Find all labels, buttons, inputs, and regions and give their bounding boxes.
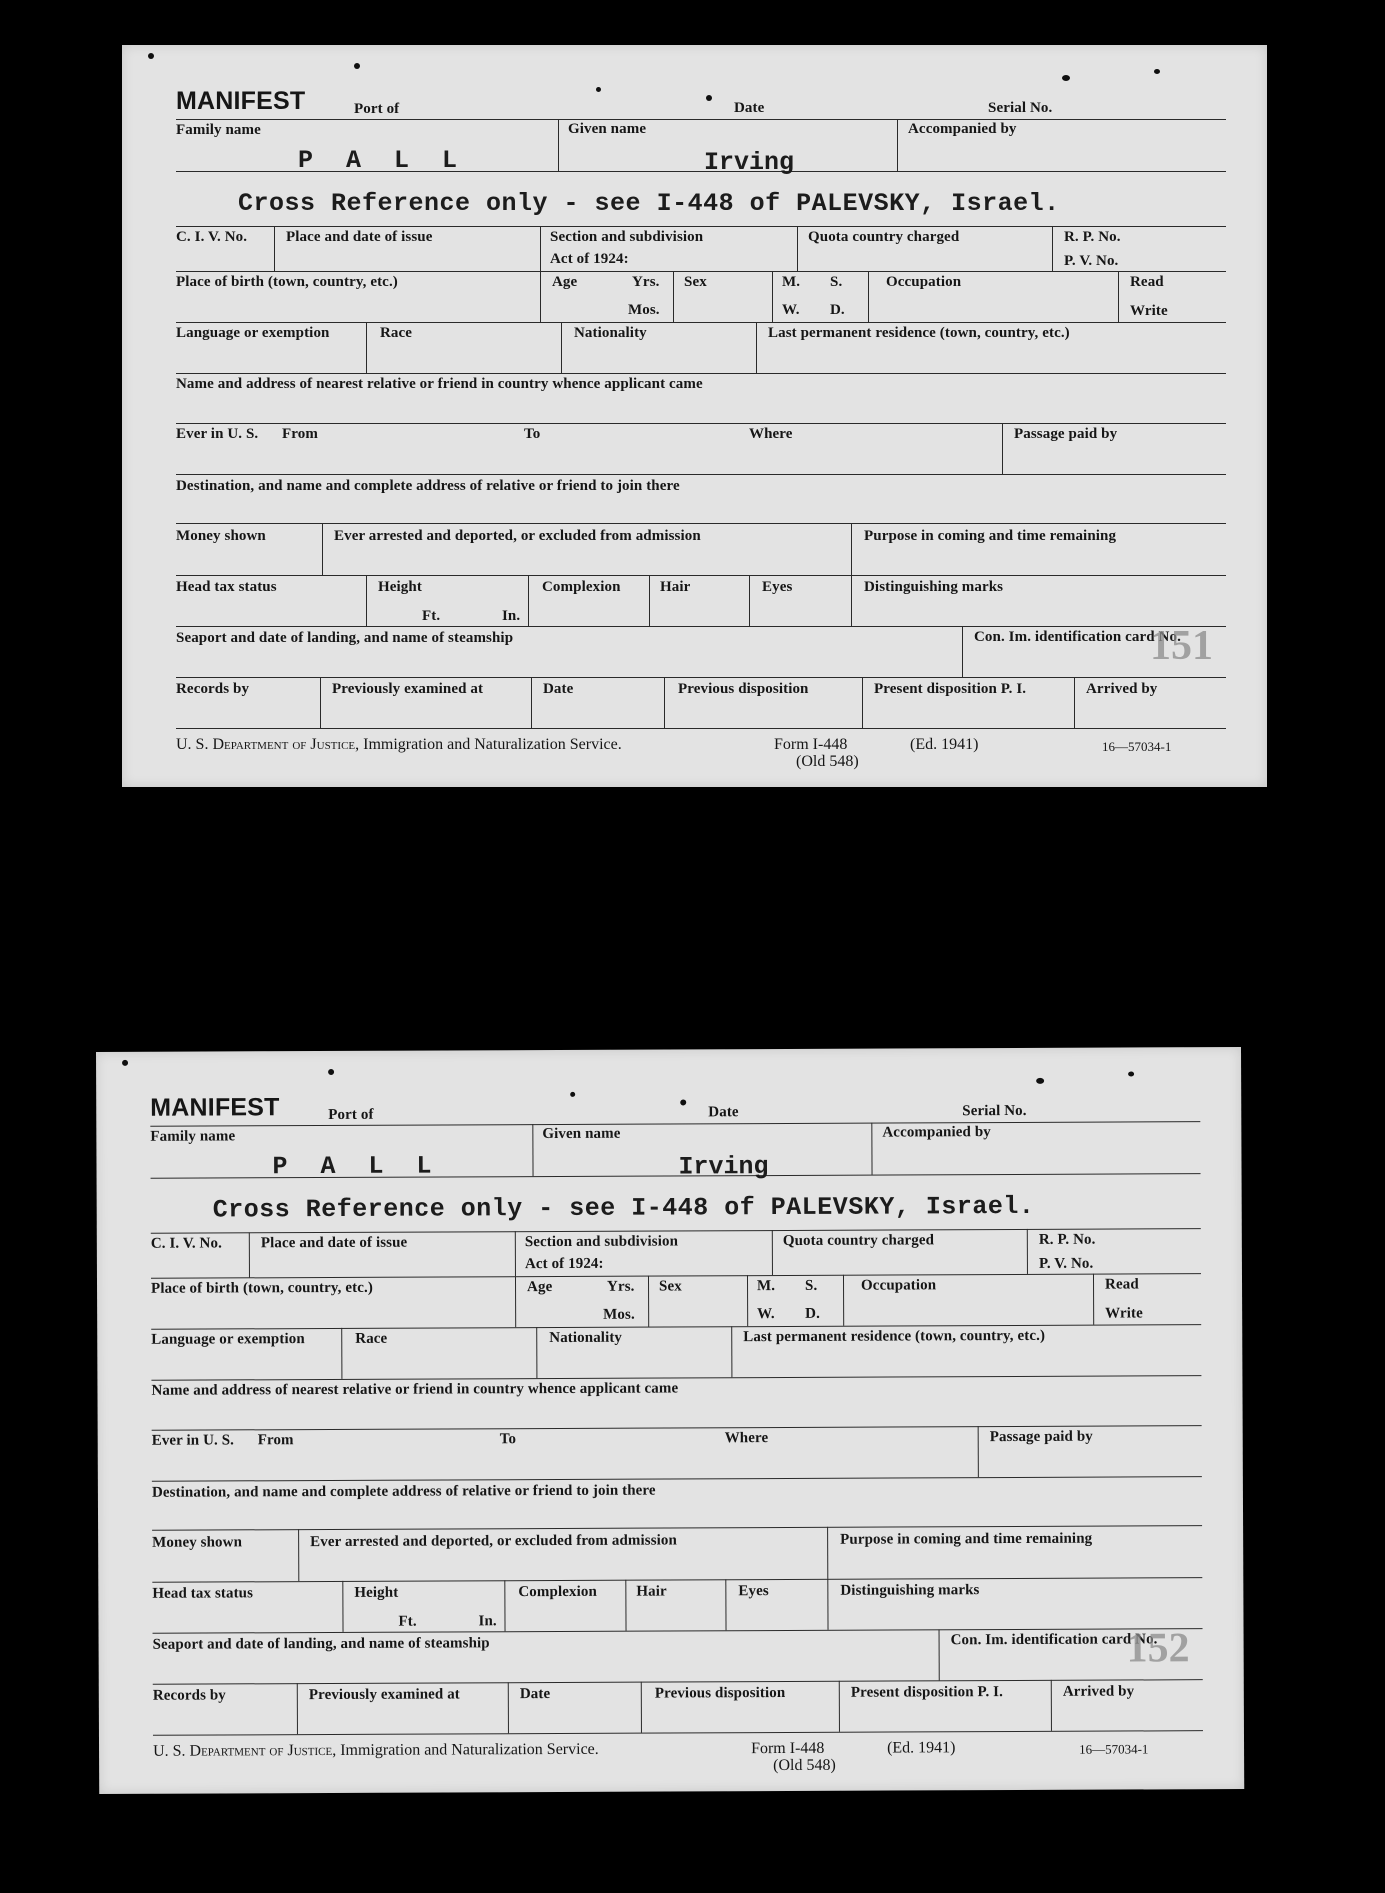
sex-label: Sex bbox=[684, 274, 707, 290]
previously-examined-label: Previously examined at bbox=[332, 681, 484, 697]
money-shown-label: Money shown bbox=[176, 528, 266, 544]
place-of-birth-label: Place of birth (town, country, etc.) bbox=[176, 274, 398, 290]
w-label: W. bbox=[782, 302, 800, 318]
act-1924-label: Act of 1924: bbox=[524, 1255, 604, 1273]
purpose-label: Purpose in coming and time remaining bbox=[864, 528, 1117, 544]
ink-speck bbox=[354, 63, 360, 69]
occupation-label: Occupation bbox=[886, 274, 962, 290]
ever-arrested-label: Ever arrested and deported, or excluded from admission bbox=[310, 1532, 677, 1551]
serial-no-label: Serial No. bbox=[988, 100, 1053, 116]
date-label: Date bbox=[708, 1104, 739, 1121]
where-label: Where bbox=[749, 426, 793, 442]
last-residence-label: Last permanent residence (town, country, etc.) bbox=[768, 325, 1070, 341]
section-subdivision-label: Section and subdivision bbox=[524, 1233, 679, 1251]
quota-country-label: Quota country charged bbox=[808, 229, 960, 245]
footer-department: U. S. Department of Justice, bbox=[153, 1741, 337, 1760]
act-1924-label: Act of 1924: bbox=[550, 251, 629, 267]
date2-label: Date bbox=[519, 1686, 551, 1703]
place-date-issue-label: Place and date of issue bbox=[286, 229, 433, 245]
hair-label: Hair bbox=[660, 579, 691, 595]
complexion-label: Complexion bbox=[518, 1583, 597, 1601]
m-label: M. bbox=[756, 1278, 776, 1295]
manifest-card-1 bbox=[122, 45, 1267, 787]
ink-speck bbox=[122, 1060, 128, 1066]
manifest-title: MANIFEST bbox=[150, 1093, 280, 1122]
cross-reference-note: Cross Reference only - see I-448 of PALEVSKY, Israel. bbox=[212, 1191, 1035, 1225]
seaport-label: Seaport and date of landing, and name of steamship bbox=[152, 1635, 490, 1653]
form-code: 16—57034-1 bbox=[1079, 1741, 1149, 1757]
pv-no-label: P. V. No. bbox=[1038, 1255, 1094, 1272]
pv-no-label: P. V. No. bbox=[1064, 253, 1119, 269]
mos-label: Mos. bbox=[628, 302, 660, 318]
distinguishing-marks-label: Distinguishing marks bbox=[840, 1582, 980, 1599]
cross-reference-note: Cross Reference only - see I-448 of PALEVSKY, Israel. bbox=[238, 189, 1060, 218]
last-residence-label: Last permanent residence (town, country, etc.) bbox=[743, 1327, 1046, 1346]
family-name-value: P A L L bbox=[272, 1151, 441, 1182]
destination-label: Destination, and name and complete address of relative or friend to join there bbox=[151, 1482, 656, 1501]
ft-label: Ft. bbox=[398, 1613, 417, 1630]
given-name-label: Given name bbox=[568, 121, 647, 137]
accompanied-by-label: Accompanied by bbox=[882, 1124, 991, 1141]
ink-speck bbox=[596, 87, 601, 92]
in-label: In. bbox=[502, 608, 521, 624]
arrived-by-label: Arrived by bbox=[1086, 681, 1158, 697]
passage-paid-label: Passage paid by bbox=[1014, 426, 1118, 442]
read-label: Read bbox=[1104, 1276, 1139, 1293]
nationality-label: Nationality bbox=[574, 325, 647, 341]
ink-speck bbox=[706, 95, 712, 101]
write-label: Write bbox=[1130, 303, 1168, 319]
serial-no-label: Serial No. bbox=[962, 1102, 1027, 1120]
ink-speck bbox=[1036, 1078, 1044, 1084]
previous-disposition-label: Previous disposition bbox=[654, 1684, 786, 1702]
destination-label: Destination, and name and complete address of relative or friend to join there bbox=[176, 478, 680, 494]
rp-no-label: R. P. No. bbox=[1064, 229, 1121, 245]
from-label: From bbox=[257, 1432, 294, 1449]
place-of-birth-label: Place of birth (town, country, etc.) bbox=[150, 1279, 373, 1297]
footer-service: Immigration and Naturalization Service. bbox=[363, 736, 622, 753]
read-label: Read bbox=[1130, 274, 1164, 290]
con-im-label: Con. Im. identification card No. bbox=[950, 1631, 1158, 1649]
ever-in-us-label: Ever in U. S. bbox=[151, 1432, 235, 1449]
w-label: W. bbox=[757, 1306, 775, 1323]
con-im-label: Con. Im. identification card No. bbox=[974, 629, 1181, 645]
ever-in-us-label: Ever in U. S. bbox=[176, 426, 259, 442]
s-label: S. bbox=[830, 274, 843, 290]
distinguishing-marks-label: Distinguishing marks bbox=[864, 579, 1004, 595]
given-name-value: Irving bbox=[704, 148, 795, 177]
to-label: To bbox=[499, 1431, 517, 1448]
in-label: In. bbox=[478, 1613, 497, 1630]
manifest-title: MANIFEST bbox=[176, 87, 306, 115]
age-label: Age bbox=[552, 274, 578, 290]
height-label: Height bbox=[378, 579, 422, 595]
language-exemption-label: Language or exemption bbox=[151, 1331, 305, 1348]
yrs-label: Yrs. bbox=[606, 1278, 635, 1295]
language-exemption-label: Language or exemption bbox=[176, 325, 330, 341]
head-tax-label: Head tax status bbox=[152, 1585, 254, 1602]
hair-label: Hair bbox=[636, 1583, 667, 1600]
purpose-label: Purpose in coming and time remaining bbox=[840, 1530, 1093, 1548]
manifest-card-2 bbox=[96, 1047, 1244, 1794]
family-name-value: P A L L bbox=[298, 146, 467, 175]
family-name-label: Family name bbox=[176, 122, 261, 138]
nearest-relative-label: Name and address of nearest relative or friend in country whence applicant came bbox=[151, 1380, 679, 1399]
seaport-label: Seaport and date of landing, and name of steamship bbox=[176, 630, 514, 646]
d-label: D. bbox=[830, 302, 845, 318]
form-old: (Old 548) bbox=[773, 1756, 836, 1775]
s-label: S. bbox=[804, 1277, 818, 1294]
race-label: Race bbox=[355, 1330, 388, 1347]
given-name-value: Irving bbox=[678, 1152, 769, 1182]
previous-disposition-label: Previous disposition bbox=[678, 681, 809, 697]
records-by-label: Records by bbox=[176, 681, 250, 697]
date-label: Date bbox=[734, 100, 765, 116]
age-label: Age bbox=[526, 1279, 553, 1296]
family-name-label: Family name bbox=[150, 1128, 236, 1145]
present-disposition-label: Present disposition P. I. bbox=[874, 681, 1027, 697]
nearest-relative-label: Name and address of nearest relative or friend in country whence applicant came bbox=[176, 376, 703, 392]
civ-no-label: C. I. V. No. bbox=[150, 1235, 222, 1252]
civ-no-label: C. I. V. No. bbox=[176, 229, 248, 245]
yrs-label: Yrs. bbox=[632, 274, 660, 290]
port-of-label: Port of bbox=[328, 1106, 374, 1123]
eyes-label: Eyes bbox=[738, 1583, 769, 1600]
form-edition: (Ed. 1941) bbox=[910, 736, 979, 753]
form-number: Form I-448 bbox=[751, 1739, 825, 1758]
form-old: (Old 548) bbox=[796, 753, 859, 770]
date2-label: Date bbox=[543, 681, 574, 697]
records-by-label: Records by bbox=[152, 1687, 226, 1704]
ink-speck bbox=[680, 1099, 686, 1105]
previously-examined-label: Previously examined at bbox=[308, 1686, 460, 1704]
form-number: Form I-448 bbox=[774, 736, 848, 753]
where-label: Where bbox=[724, 1430, 769, 1447]
ink-speck bbox=[570, 1092, 575, 1097]
height-label: Height bbox=[354, 1584, 399, 1601]
ever-arrested-label: Ever arrested and deported, or excluded from admission bbox=[334, 528, 701, 544]
accompanied-by-label: Accompanied by bbox=[908, 121, 1017, 137]
quota-country-label: Quota country charged bbox=[782, 1232, 935, 1250]
passage-paid-label: Passage paid by bbox=[989, 1428, 1093, 1446]
nationality-label: Nationality bbox=[549, 1329, 623, 1347]
money-shown-label: Money shown bbox=[152, 1534, 243, 1551]
occupation-label: Occupation bbox=[860, 1277, 937, 1294]
complexion-label: Complexion bbox=[542, 579, 621, 595]
write-label: Write bbox=[1105, 1305, 1143, 1322]
port-of-label: Port of bbox=[354, 101, 400, 117]
m-label: M. bbox=[782, 274, 801, 290]
form-code: 16—57034-1 bbox=[1102, 739, 1172, 754]
ink-speck bbox=[1154, 69, 1160, 74]
section-subdivision-label: Section and subdivision bbox=[550, 229, 704, 245]
head-tax-label: Head tax status bbox=[176, 579, 277, 595]
d-label: D. bbox=[805, 1305, 820, 1322]
sex-label: Sex bbox=[658, 1278, 682, 1295]
ft-label: Ft. bbox=[422, 608, 441, 624]
place-date-issue-label: Place and date of issue bbox=[260, 1234, 408, 1252]
form-edition: (Ed. 1941) bbox=[887, 1739, 956, 1757]
footer-service: Immigration and Naturalization Service. bbox=[340, 1740, 599, 1759]
ink-speck bbox=[1128, 1071, 1134, 1076]
card-number-stamp: 151 bbox=[1150, 623, 1213, 669]
rp-no-label: R. P. No. bbox=[1038, 1231, 1096, 1248]
mos-label: Mos. bbox=[603, 1306, 635, 1323]
from-label: From bbox=[282, 426, 318, 442]
race-label: Race bbox=[380, 325, 413, 341]
ink-speck bbox=[1062, 75, 1070, 81]
to-label: To bbox=[524, 426, 541, 442]
ink-speck bbox=[148, 53, 154, 59]
ink-speck bbox=[328, 1069, 334, 1075]
eyes-label: Eyes bbox=[762, 579, 793, 595]
card-number-stamp: 152 bbox=[1126, 1625, 1190, 1672]
arrived-by-label: Arrived by bbox=[1062, 1683, 1135, 1700]
present-disposition-label: Present disposition P. I. bbox=[850, 1684, 1003, 1701]
given-name-label: Given name bbox=[542, 1125, 621, 1143]
footer-department: U. S. Department of Justice, bbox=[176, 736, 360, 753]
